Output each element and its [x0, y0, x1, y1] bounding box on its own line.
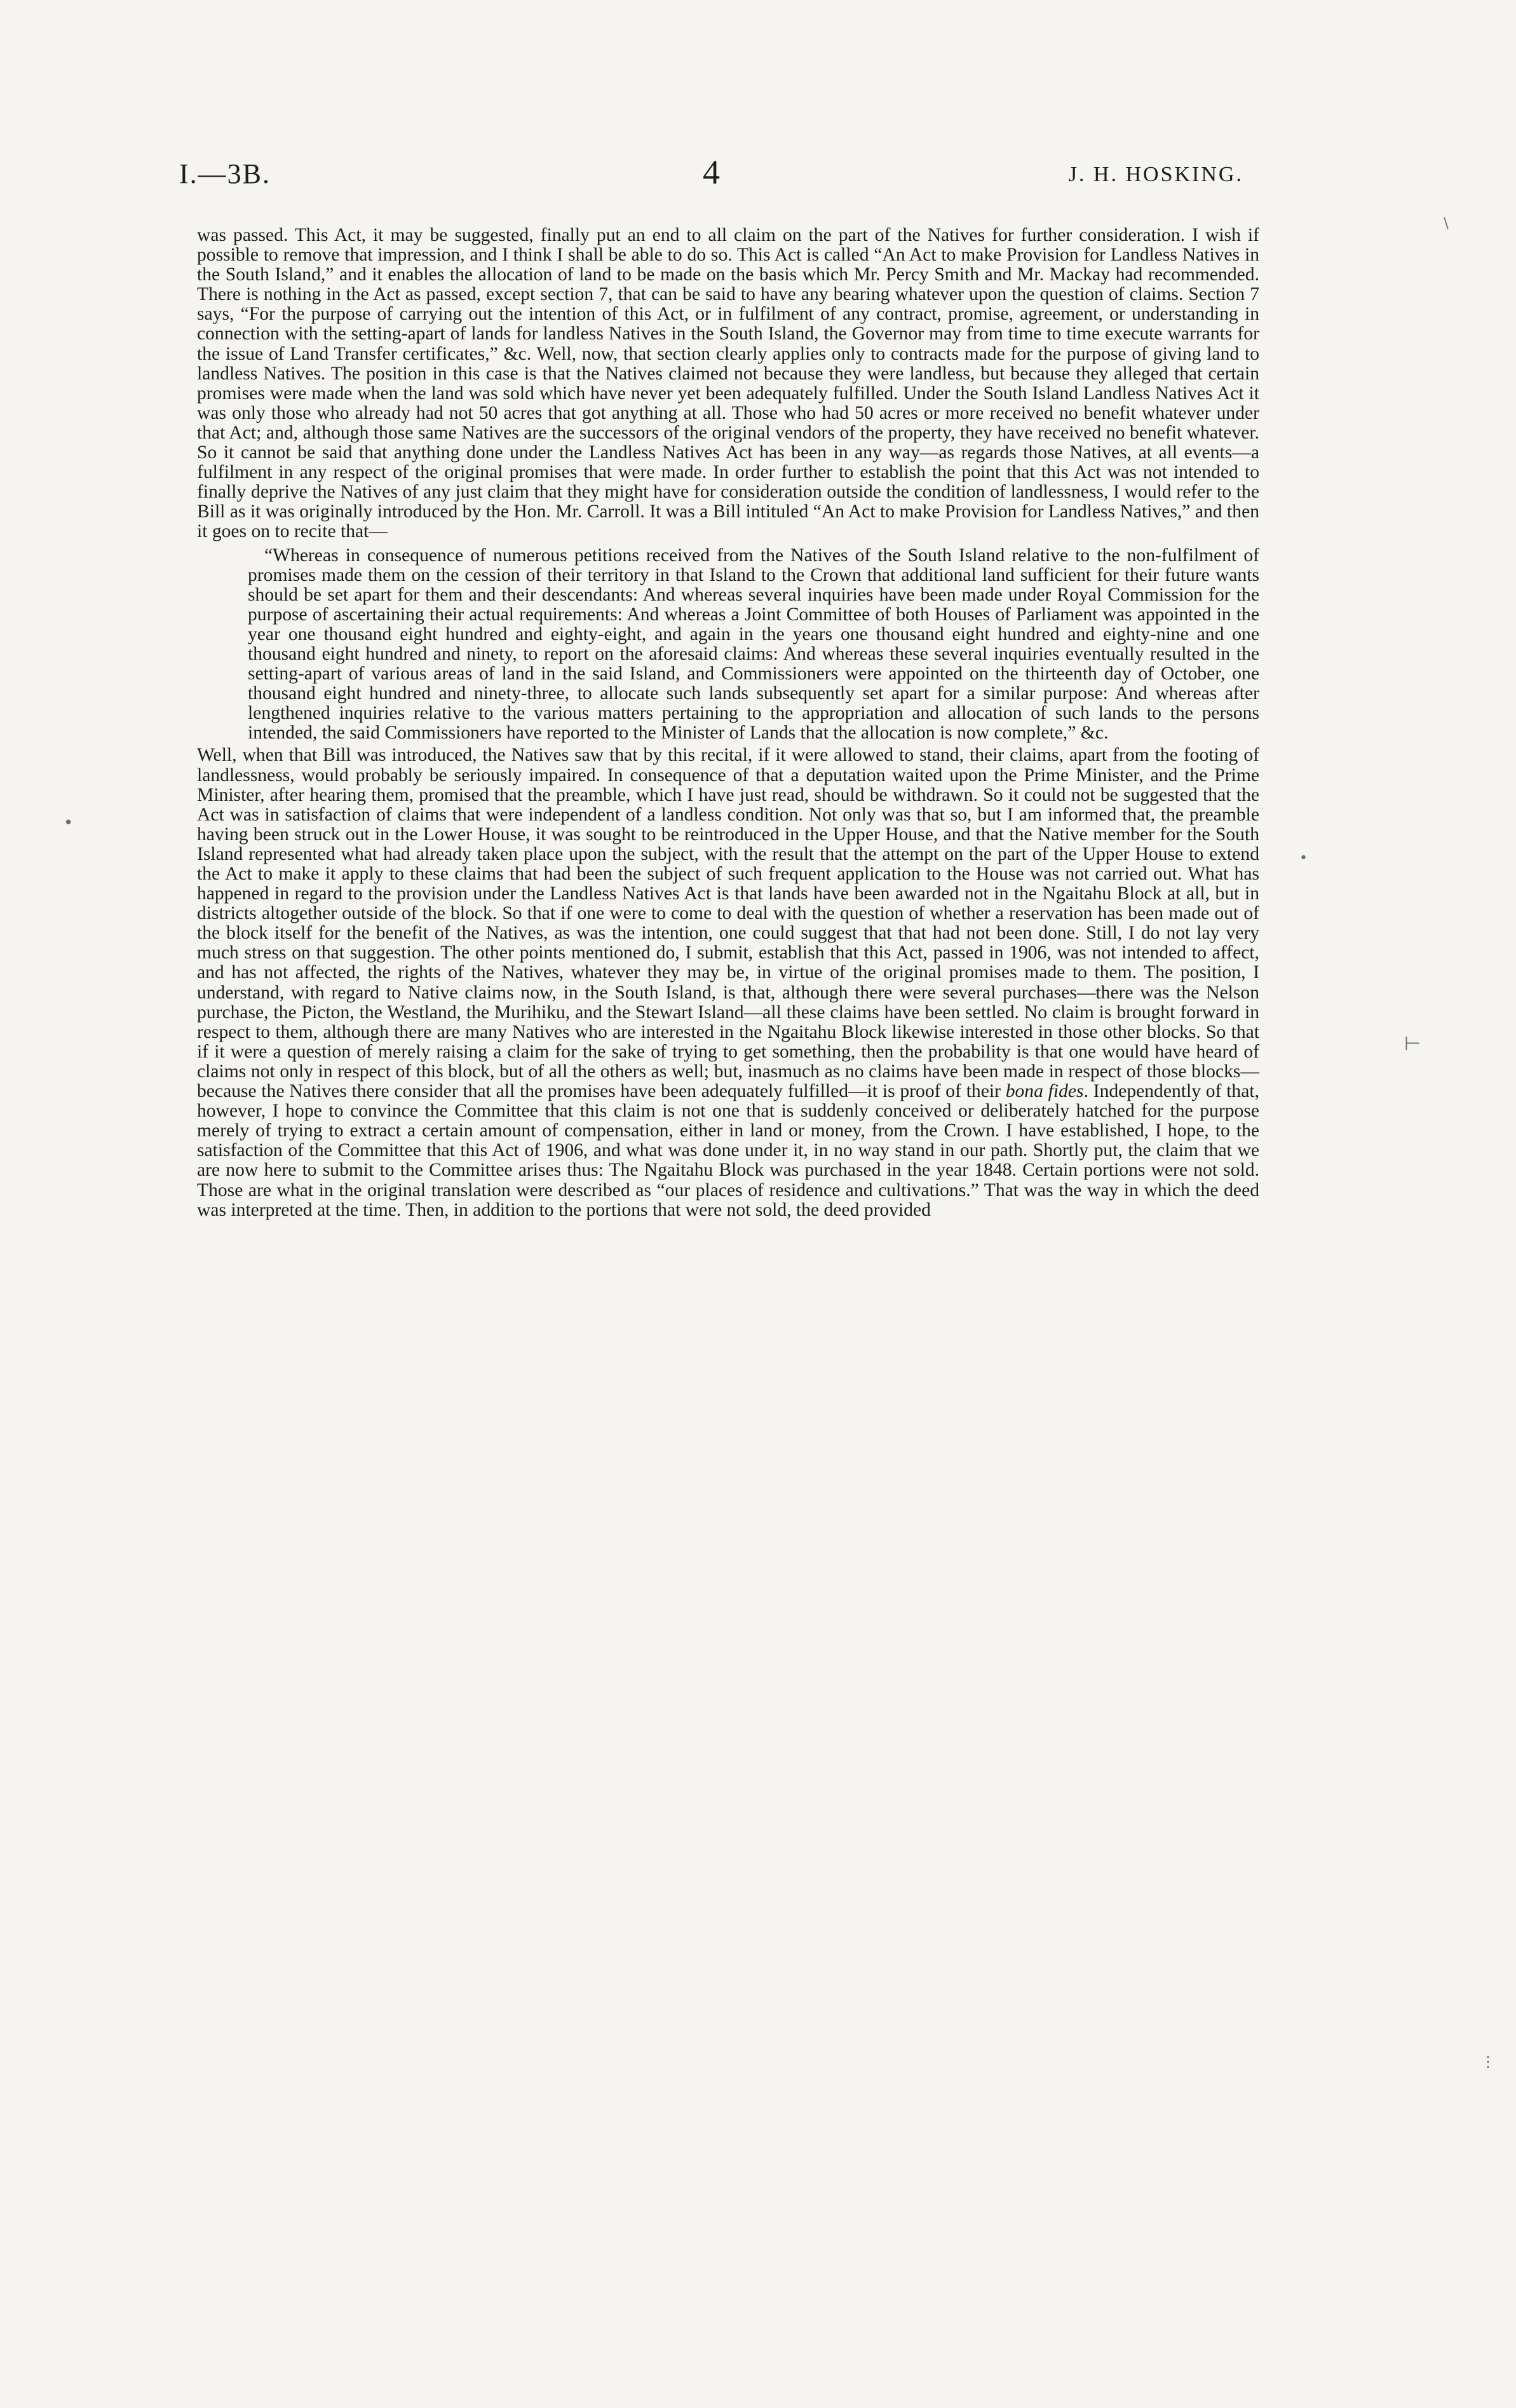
italic-phrase: bona fides: [1005, 1081, 1084, 1102]
page-header: [179, 153, 1243, 202]
block-quote: [197, 546, 1259, 744]
page-number: 4: [703, 153, 720, 191]
scan-mark-5: •: [1299, 850, 1308, 866]
paragraph-2-text-a: Well, when that Bill was introduced, the Natives saw that by this recital, if it were allowed to stand, their claims, apart from the footing of landlessness, would probably be seriously impaired. In consequence of that a deputation waited upon the Prime Minister, and the Prime Minister, after hearing them, promised that the preamble, which I have just read, should be withdrawn. So it could not be suggested that the Act was in satisfaction of claims that were independent of a landless condition. Not only was that so, but I am informed that, the preamble having been struck out in the Lower House, it was sought to be reintroduced in the Upper House, and that the Native member for the South Island represented what had already taken place upon the subject, with the result that the attempt on the part of the Upper House to extend the Act to make it apply to these claims that had been the subject of such frequent application to the House was not carried out. What has happened in regard to the provision under the Landless Natives Act is that lands have been awarded not in the Ngaitahu Block at all, but in districts altogether outside of the block. So that if one were to come to deal with the question of whether a reservation has been made out of the block itself for the benefit of the Natives, as was the intention, one could suggest that that had not been done. Still, I do not lay very much stress on that suggestion. The other points mentioned do, I submit, establish that this Act, passed in 1906, was not intended to affect, and has not affected, the rights of the Natives, whatever they may be, in virtue of the original promises made to them. The position, I understand, with regard to Native claims now, in the South Island, is that, although there were several purchases—there was the Nelson purchase, the Picton, the Westland, the Murihiku, and the Stewart Island—all these claims have been settled. No claim is brought forward in respect to them, although there are many Natives who are interested in the Ngaitahu Block likewise interested in those other blocks. So that if it were a question of merely raising a claim for the sake of trying to get something, then the probability is that one would have heard of claims not only in respect of this block, but of all the others as well; but, inasmuch as no claims have been made in respect of those blocks—because the Natives there consider that all the promises have been adequately fulfilled—it is proof of their: [197, 745, 1259, 1102]
paragraph-2-text-b: . Independently of that, however, I hope to convince the Committee that this claim is not one that is suddenly conceived or deliberately hatched for the purpose merely of trying to extract a certain amount of compensation, either in land or money, from the Crown. I have established, I hope, to the satisfaction of the Committee that this Act of 1906, and what was done under it, in no way stand in our path. Shortly put, the claim that we are now here to submit to the Committee arises thus: The Ngaitahu Block was purchased in the year 1848. Certain portions were not sold. Those are what in the original translation were described as “our places of residence and cultivations.” That was the way in which the deed was interpreted at the time. Then, in addition to the portions that were not sold, the deed provided: [197, 1081, 1259, 1220]
body-text: [197, 226, 1259, 1220]
paragraph-1: was passed. This Act, it may be suggested, finally put an end to all claim on the part of the Natives for further consideration. I wish if possible to remove that impression, and I think I shall be able to do so. This Act is called “An Act to make Provision for Landless Natives in the South Island,” and it enables the allocation of land to be made on the basis which Mr. Percy Smith and Mr. Mackay had recommended. There is nothing in the Act as passed, except section 7, that can be said to have any bearing whatever upon the question of claims. Section 7 says, “For the purpose of carrying out the intention of this Act, or in fulfilment of any contract, promise, agreement, or understanding in connection with the setting-apart of lands for landless Natives in the South Island, the Governor may from time to time execute warrants for the issue of Land Transfer certificates,” &c. Well, now, that section clearly applies only to contracts made for the purpose of giving land to landless Natives. The position in this case is that the Natives claimed not because they were landless, but because they alleged that certain promises were made when the land was sold which have never yet been adequately fulfilled. Under the South Island Landless Natives Act it was only those who already had not 50 acres that got anything at all. Those who had 50 acres or more received no benefit whatever under that Act; and, although those same Natives are the successors of the original vendors of the property, they have received no benefit whatever. So it cannot be said that anything done under the Landless Natives Act has been in any way—as regards those Natives, at all events—a fulfilment in any respect of the original promises that were made. In order further to establish the point that this Act was not intended to finally deprive the Natives of any just claim that they might have for consideration outside the condition of landlessness, I would refer to the Bill as it was originally introduced by the Hon. Mr. Carroll. It was a Bill intituled “An Act to make Provision for Landless Natives,” and then it goes on to recite that—: [197, 225, 1259, 542]
scan-mark-1: ∖: [1441, 216, 1451, 232]
witness-name: J. H. HOSKING.: [1068, 163, 1243, 186]
scan-mark-4: ⋮: [1480, 2053, 1496, 2071]
scan-mark-2: ⊢: [1404, 1033, 1421, 1055]
document-reference: I.—3B.: [179, 158, 271, 189]
quoted-preamble: “Whereas in consequence of numerous petitions received from the Natives of the South Island relative to the non-fulfilment of promises made them on the cession of their territory in that Island to the Crown that additional land sufficient for their future wants should be set apart for them and their descendants: And whereas several inquiries have been made under Royal Commission for the purpose of ascertaining their actual requirements: And whereas a Joint Committee of both Houses of Parliament was appointed in the year one thousand eight hundred and eighty-eight, and again in the years one thousand eight hundred and eighty-nine and one thousand eight hundred and ninety, to report on the aforesaid claims: And whereas these several inquiries eventually resulted in the setting-apart of various areas of land in the said Island, and Commissioners were appointed on the thirteenth day of October, one thousand eight hundred and ninety-three, to allocate such lands subsequently set apart for a similar purpose: And whereas after lengthened inquiries relative to the various matters pertaining to the appropriation and allocation of such lands to the persons intended, the said Commissioners have reported to the Minister of Lands that the allocation is now complete,” &c.: [248, 545, 1259, 744]
paragraph-2: [197, 745, 1259, 1220]
scan-mark-3: •: [64, 813, 74, 833]
